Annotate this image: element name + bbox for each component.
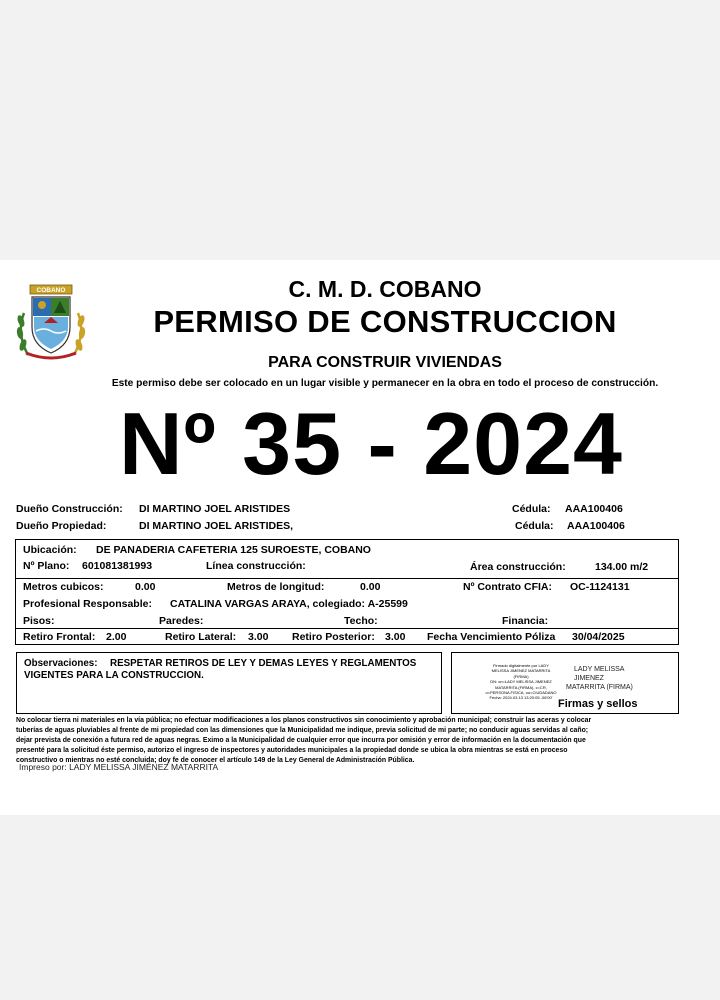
observations-label: Observaciones: [24,658,98,669]
document-title: PERMISO DE CONSTRUCCION [153,304,617,339]
observations-line-2: VIGENTES PARA LA CONSTRUCCION. [24,670,204,681]
permit-number: Nº 35 - 2024 [119,394,623,493]
policy-expiry-value: 30/04/2025 [572,631,625,643]
cfia-contract-label: Nº Contrato CFIA: [463,581,552,593]
rear-setback-label: Retiro Posterior: [292,631,375,643]
permit-document [0,260,720,815]
property-owner-name: DI MARTINO JOEL ARISTIDES, [139,520,294,532]
document-subtitle: PARA CONSTRUIR VIVIENDAS [268,354,502,371]
construction-owner-id: AAA100406 [565,503,623,515]
area-value: 134.00 m/2 [595,561,649,573]
property-owner-id: AAA100406 [567,520,625,532]
side-setback-label: Retiro Lateral: [165,631,237,643]
divider [15,628,679,629]
organization-name: C. M. D. COBANO [288,276,482,302]
placement-notice: Este permiso debe ser colocado en un lugar visible y permanecer en la obra en todo el proceso de construcción. [111,378,659,389]
roof-label: Techo: [344,615,378,627]
policy-expiry-label: Fecha Vencimiento Póliza [427,631,556,643]
svg-text:COBANO: COBANO [36,287,66,294]
floors-label: Pisos: [23,615,55,627]
front-setback-label: Retiro Frontal: [23,631,96,643]
professional-value: CATALINA VARGAS ARAYA, colegiado: A-25599 [170,598,408,610]
location-label: Ubicación: [23,544,77,556]
construction-line-label: Línea construcción: [206,560,306,572]
legal-conditions: No colocar tierra ni materiales en la vía pública; no efectuar modificaciones a los planos constructivos sin conocimiento y aprobación municipal; construir las aceras y colocar tuberías de aguas pluviables al frente de mi propiedad con las dimensiones que la Municipalidad me indique, previa solicitud de mi parte; no conducir aguas servidas al caño; dejar prevista de conexión a futura red de aguas negras. Eximo a la Municipalidad de cualquier error que incurra por omisión y error de información en la documentación que presenté para la solicitud éste permiso, autorizo el ingreso de inspectores y autoridades municipales a la propiedad donde se ubica la obra mientras se está en proceso constructivo o mientras no esté concluida; doy fe de conocer el artículo 149 de la Ley General de Administración Pública. [16,717,592,764]
signer-name: LADY MELISSA JIMENEZ MATARRITA (FIRMA) [566,666,633,692]
plan-value: 601081381993 [82,560,153,572]
location-value: DE PANADERIA CAFETERIA 125 SUROESTE, COBANO [96,544,371,556]
length-meters-label: Metros de longitud: [227,581,325,593]
side-setback-value: 3.00 [248,631,269,643]
property-owner-label: Dueño Propiedad: [16,520,107,532]
financing-label: Financia: [502,615,549,627]
divider [15,578,679,579]
observations-line-1: RESPETAR RETIROS DE LEY Y DEMAS LEYES Y REGLAMENTOS [110,658,417,669]
walls-label: Paredes: [159,615,204,627]
construction-owner-label: Dueño Construcción: [16,503,123,515]
rear-setback-value: 3.00 [385,631,406,643]
area-label: Área construcción: [470,561,566,573]
cubic-meters-value: 0.00 [135,581,156,593]
digital-signature-stamp: Firmado digitalmente por LADY MELISSA JIMENEZ MATARRITA (FIRMA) DN: cn=LADY MELISSA JIMENEZ MATARRITA (FIRMA), c=CR, o=PERSONA FISICA, ou=CIUDADANO Fecha: 2024.03.13 13:20:05 -06'00' [485,663,557,701]
property-owner-id-label: Cédula: [515,520,554,532]
length-meters-value: 0.00 [360,581,381,593]
front-setback-value: 2.00 [106,631,127,643]
cubic-meters-label: Metros cubicos: [23,581,104,593]
cfia-contract-value: OC-1124131 [570,581,630,593]
printed-by: Impreso por: LADY MELISSA JIMÉNEZ MATARRITA [19,762,219,772]
signatures-label: Firmas y sellos [558,698,638,710]
construction-owner-id-label: Cédula: [512,503,551,515]
construction-owner-name: DI MARTINO JOEL ARISTIDES [139,503,291,515]
plan-label: Nº Plano: [23,560,70,572]
professional-label: Profesional Responsable: [23,598,152,610]
